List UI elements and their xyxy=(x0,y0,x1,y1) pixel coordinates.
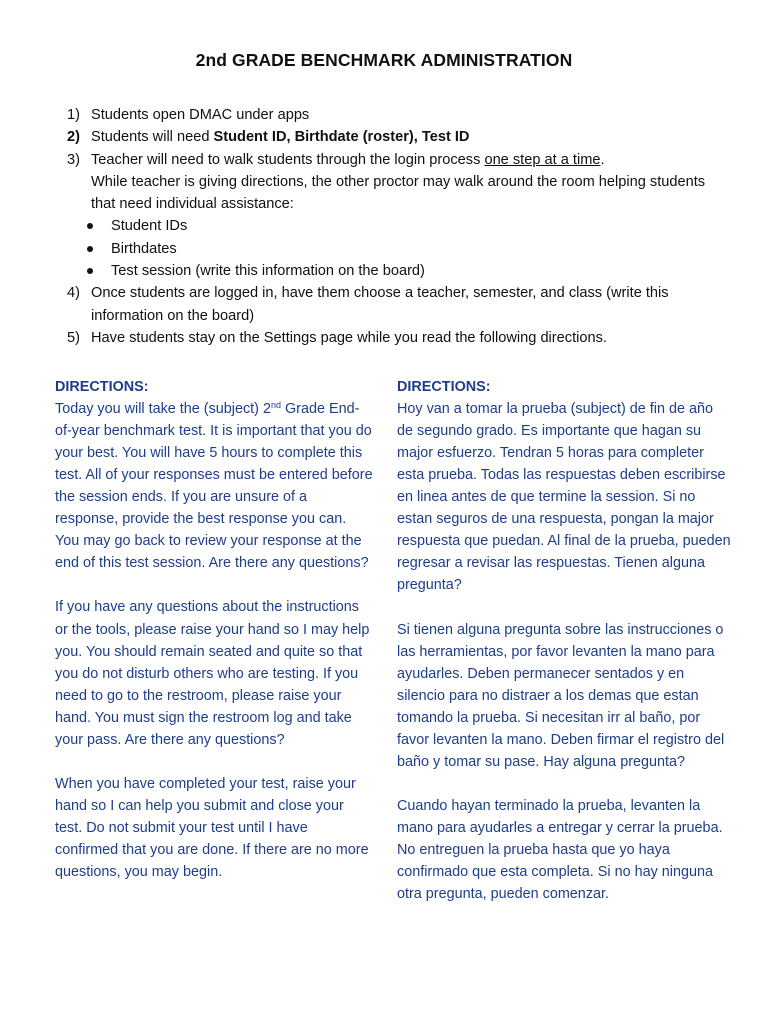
step-1 xyxy=(67,104,727,126)
step-text: Students open DMAC under apps xyxy=(91,107,310,123)
step-text-underlined: one step at a time xyxy=(484,151,601,168)
directions-paragraph-2: Si tienen alguna pregunta sobre las instrucciones o las herramientas, por favor levanten la mano para ayudarles. Deben permanecer sentados y en silencio para no distraer a los demas que estan tomando la prueba. Si necesitan irr al baño, por favor levanten la mano. Deben firmar el registro del baño y tomar su pase. Hay alguna pregunta? xyxy=(397,621,725,770)
step-text xyxy=(91,149,727,216)
directions-paragraph-2: If you have any questions about the instructions or the tools, please raise your hand so I may help you. You should remain seated and quite so that you do not disturb others who are testing. If you need to go to the restroom, please raise your hand. You must sign the restroom log and take your pass. Are there any questions? xyxy=(55,599,370,748)
page-title: 2nd GRADE BENCHMARK ADMINISTRATION xyxy=(195,50,573,70)
step-text-plain: Teacher will need to walk students through the login process xyxy=(91,151,485,168)
step-number: 5) xyxy=(67,329,80,346)
bullet-item: Birthdates xyxy=(67,238,727,260)
step-text-plain: Students will need xyxy=(91,129,214,146)
step-text-extra: While teacher is giving directions, the other proctor may walk around the room helping students that need individual assistance: xyxy=(91,173,706,213)
step-3 xyxy=(67,149,727,216)
paragraph-text: Today you will take the (subject) 2 xyxy=(55,401,271,418)
step-2 xyxy=(67,126,727,148)
ordinal-superscript: nd xyxy=(270,400,281,411)
step-number: 2) xyxy=(67,129,80,146)
step-4 xyxy=(67,282,727,327)
english-directions xyxy=(55,376,373,905)
step-number: 1) xyxy=(67,107,80,123)
directions-paragraph-1 xyxy=(55,398,373,574)
directions-paragraph-3: Cuando hayan terminado la prueba, levanten la mano para ayudarles a entregar y cerrar la prueba. No entreguen la prueba hasta que yo haya confirmado que esta completa. Si no hay ninguna otra pregunta, pueden comenzar. xyxy=(397,797,723,903)
step-5 xyxy=(67,327,727,349)
directions-heading: DIRECTIONS: xyxy=(55,379,149,395)
step-number: 3) xyxy=(67,151,80,168)
directions-heading: DIRECTIONS: xyxy=(397,379,491,395)
step-text: Have students stay on the Settings page while you read the following directions. xyxy=(91,329,607,346)
bullet-item: Student IDs xyxy=(67,215,727,237)
paragraph-text: Grade End-of-year benchmark test. It is important that you do your best. You will have 5 hours to complete this test. All of your responses must be entered before the session ends. If you are unsure of a response, provide the best response you can. You may go back to review your response at the end of this test session. Are there any questions? xyxy=(55,401,373,572)
step-text xyxy=(91,126,727,148)
step-number: 4) xyxy=(67,285,80,302)
steps-list xyxy=(67,104,727,349)
directions-paragraph-1: Hoy van a tomar la prueba (subject) de fin de año de segundo grado. Es importante que hagan su major esfuerzo. Tendran 5 horas para completer esta prueba. Todas las respuestas deben escribirse en linea antes de que termine la session. Si no estan seguros de una respuesta, pongan la major respuesta que puedan. Al final de la prueba, pueden regresar a revisar las respuestas. Tienen alguna pregunta? xyxy=(397,401,731,594)
spanish-directions xyxy=(397,376,731,927)
step-text-bold: Student ID, Birthdate (roster), Test ID xyxy=(213,129,470,146)
directions-paragraph-3: When you have completed your test, raise your hand so I can help you submit and close your test. Do not submit your test until I have confirmed that you are done. If there are no more questions, you may begin. xyxy=(55,775,369,881)
step-text-period: . xyxy=(600,151,605,168)
step-text: Once students are logged in, have them choose a teacher, semester, and class (write this information on the board) xyxy=(91,285,669,324)
bullet-item: Test session (write this information on the board) xyxy=(67,260,727,282)
assistance-bullet-list xyxy=(67,215,727,282)
